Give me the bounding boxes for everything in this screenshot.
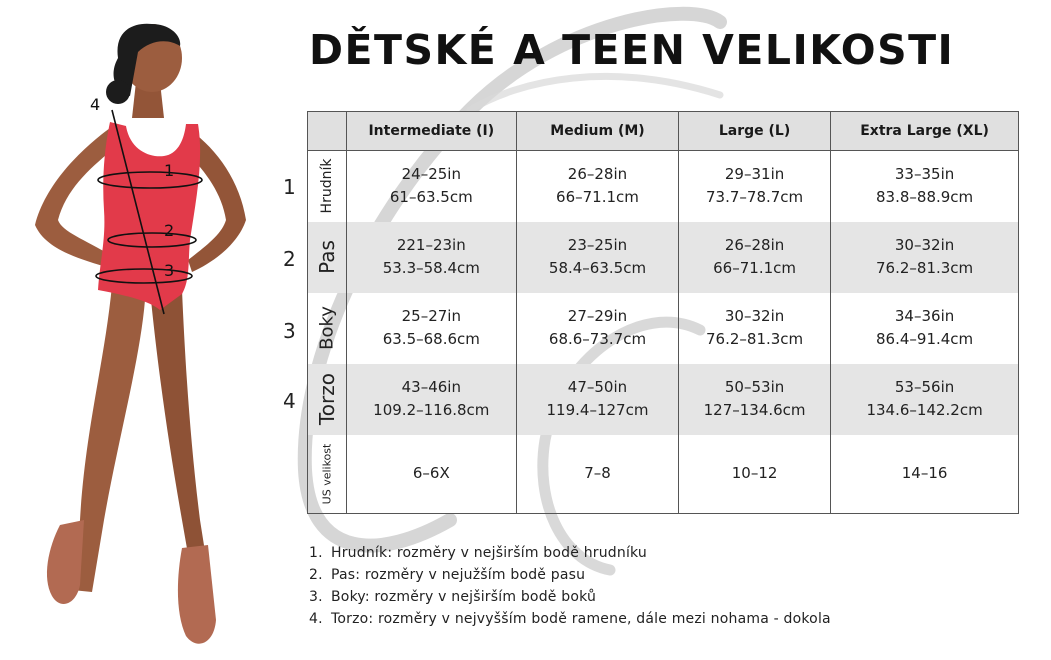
- list-item: 3. Boky: rozměry v nejširším bodě boků: [309, 589, 597, 605]
- list-item: 1. Hrudník: rozměry v nejširším bodě hrudníku: [309, 545, 648, 561]
- table-row: [308, 364, 1019, 435]
- row-label: Torzo: [314, 372, 339, 426]
- table-cell: 33–35in 83.8–88.9cm: [831, 151, 1019, 222]
- row-label-cell: [308, 222, 347, 293]
- row-label: US velikost: [320, 443, 334, 505]
- figure-marker-1: 1: [164, 161, 175, 180]
- size-chart-table: [307, 111, 1019, 514]
- table-cell: 25–27in 63.5–68.6cm: [346, 293, 516, 364]
- table-cell: 24–25in 61–63.5cm: [346, 151, 516, 222]
- table-cell: 34–36in 86.4–91.4cm: [831, 293, 1019, 364]
- column-header: [308, 112, 347, 151]
- table-cell: 10–12: [679, 435, 831, 514]
- table-cell: 6–6X: [346, 435, 516, 514]
- row-number: 2: [283, 247, 296, 271]
- measurement-notes: [309, 542, 831, 630]
- row-label: Hrudník: [318, 158, 335, 214]
- figure-marker-2: 2: [164, 221, 175, 240]
- row-label-cell: [308, 364, 347, 435]
- table-cell: 30–32in 76.2–81.3cm: [679, 293, 831, 364]
- table-cell: 23–25in 58.4–63.5cm: [516, 222, 678, 293]
- table-cell: 14–16: [831, 435, 1019, 514]
- figure-marker-3: 3: [164, 261, 175, 280]
- column-header: Large (L): [679, 112, 831, 151]
- table-cell: 43–46in 109.2–116.8cm: [346, 364, 516, 435]
- table-header-row: [308, 112, 1019, 151]
- row-number: 3: [283, 319, 296, 343]
- table-cell: 30–32in 76.2–81.3cm: [831, 222, 1019, 293]
- row-label: Pas: [314, 240, 339, 274]
- pointe-shoe-left: [47, 520, 84, 604]
- table-row: [308, 151, 1019, 222]
- table-cell: 7–8: [516, 435, 678, 514]
- row-number: 1: [283, 175, 296, 199]
- list-item: 4. Torzo: rozměry v nejvyšším bodě ramene, dále mezi nohama - dokola: [309, 611, 831, 627]
- table-row: [308, 293, 1019, 364]
- table-cell: 50–53in 127–134.6cm: [679, 364, 831, 435]
- column-header: Intermediate (I): [346, 112, 516, 151]
- table-cell: 26–28in 66–71.1cm: [516, 151, 678, 222]
- table-cell: 53–56in 134.6–142.2cm: [831, 364, 1019, 435]
- figure-marker-4: 4: [90, 95, 101, 114]
- row-label-cell: [308, 293, 347, 364]
- table-cell: 47–50in 119.4–127cm: [516, 364, 678, 435]
- column-header: Extra Large (XL): [831, 112, 1019, 151]
- page-title: DĚTSKÉ A TEEN VELIKOSTI: [309, 26, 955, 74]
- table-cell: 27–29in 68.6–73.7cm: [516, 293, 678, 364]
- table-cell: 29–31in 73.7–78.7cm: [679, 151, 831, 222]
- table-cell: 26–28in 66–71.1cm: [679, 222, 831, 293]
- column-header: Medium (M): [516, 112, 678, 151]
- list-item: 2. Pas: rozměry v nejužším bodě pasu: [309, 567, 586, 583]
- row-label: Boky: [316, 306, 338, 350]
- row-label-cell: [308, 151, 347, 222]
- dancer-figure: [0, 0, 290, 660]
- row-label-cell: [308, 435, 347, 514]
- pointe-shoe-right: [178, 545, 216, 644]
- table-row: [308, 222, 1019, 293]
- table-row: [308, 435, 1019, 514]
- table-cell: 221–23in 53.3–58.4cm: [346, 222, 516, 293]
- row-number: 4: [283, 389, 296, 413]
